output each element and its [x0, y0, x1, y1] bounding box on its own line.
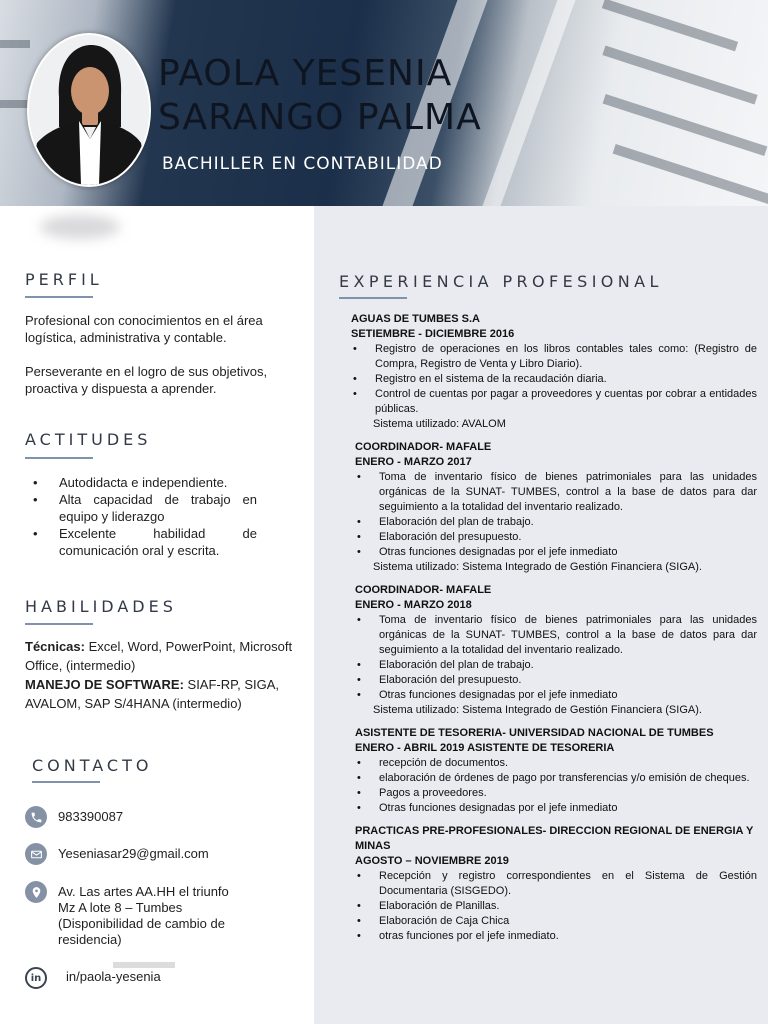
perfil-paragraph-1: Profesional con conocimientos en el área logística, administrativa y contable. [25, 313, 263, 345]
contact-linkedin [25, 967, 161, 989]
perfil-paragraph-2: Perseverante en el logro de sus objetivos, proactiva y dispuesta a aprender. [25, 364, 268, 396]
candidate-name [158, 52, 482, 140]
contact-phone [25, 806, 123, 828]
actitudes-heading: ACTITUDES [25, 430, 152, 449]
contact-email [25, 843, 209, 865]
job-title: COORDINADOR- MAFALE [355, 441, 492, 453]
list-item: • Registro en el sistema de la recaudación diaria. [351, 372, 757, 387]
list-item: • recepción de documentos. [355, 756, 757, 771]
job-period: ENERO - ABRIL 2019 ASISTENTE DE TESORERIA [355, 742, 615, 754]
degree-subtitle: BACHILLER EN CONTABILIDAD [162, 154, 443, 174]
list-item: • Recepción y registro correspondientes en el Sistema de Gestión Documentaria (SISGEDO). [355, 869, 757, 899]
perfil-section [25, 312, 275, 397]
job-period: SETIEMBRE - DICIEMBRE 2016 [351, 328, 515, 340]
header-banner [0, 0, 768, 206]
list-item: • Alta capacidad de trabajo en equipo y liderazgo [25, 491, 257, 525]
building-decoration [603, 94, 768, 156]
list-item: • Pagos a proveedores. [355, 786, 757, 801]
list-item: • Control de cuentas por pagar a proveedores y cuentas por cobrar a entidades públicas. [351, 387, 757, 417]
list-item: • Elaboración del plan de trabajo. [355, 658, 757, 673]
job-duties [355, 869, 757, 944]
list-item: • Elaboración del presupuesto. [355, 530, 757, 545]
job-system: Sistema utilizado: AVALOM [373, 418, 506, 430]
job-period: ENERO - MARZO 2017 [355, 456, 472, 468]
building-decoration [0, 100, 30, 108]
experience-entry [351, 440, 757, 575]
list-item: • Elaboración del plan de trabajo. [355, 515, 757, 530]
building-decoration [613, 144, 768, 206]
phone-number[interactable]: 983390087 [58, 809, 124, 824]
building-decoration [0, 40, 30, 48]
contacto-divider [32, 781, 100, 783]
location-pin-icon [25, 881, 47, 903]
experiencia-heading: EXPERIENCIA PROFESIONAL [339, 272, 663, 291]
name-line-1: PAOLA YESENIA [158, 53, 453, 94]
linkedin-icon: in [25, 967, 47, 989]
list-item: • Otras funciones designadas por el jefe inmediato [355, 688, 757, 703]
actitudes-list [25, 474, 257, 559]
experience-entry [351, 312, 757, 432]
list-item: • Elaboración de Planillas. [355, 899, 757, 914]
phone-icon [25, 806, 47, 828]
list-item: • Elaboración del presupuesto. [355, 673, 757, 688]
actitudes-divider [25, 457, 93, 459]
list-item: • Elaboración de Caja Chica [355, 914, 757, 929]
job-system: Sistema utilizado: Sistema Integrado de Gestión Financiera (SIGA). [373, 561, 702, 573]
experience-entry [351, 824, 757, 944]
software-skill [25, 675, 295, 713]
perfil-divider [25, 296, 93, 298]
job-title: AGUAS DE TUMBES S.A [351, 313, 480, 325]
job-title: PRACTICAS PRE-PROFESIONALES- DIRECCION REGIONAL DE ENERGIA Y MINAS [355, 825, 754, 852]
name-line-2: SARANGO PALMA [158, 97, 482, 138]
job-system: Sistema utilizado: Sistema Integrado de Gestión Financiera (SIGA). [373, 704, 702, 716]
list-item: • Otras funciones designadas por el jefe inmediato [355, 801, 757, 816]
address-line-2: Mz A lote 8 – Tumbes [58, 900, 183, 915]
email-address[interactable]: Yeseniasar29@gmail.com [58, 846, 209, 861]
job-period: ENERO - MARZO 2018 [355, 599, 472, 611]
list-item: • Autodidacta e independiente. [25, 474, 257, 491]
address-line-1: Av. Las artes AA.HH el triunfo [58, 884, 229, 899]
list-item: • Registro de operaciones en los libros contables tales como: (Registro de Compra, Registro de Venta y Libro Diario). [351, 342, 757, 372]
job-title: COORDINADOR- MAFALE [355, 584, 492, 596]
experience-list [351, 312, 757, 952]
experience-entry [351, 726, 757, 816]
job-duties [355, 613, 757, 703]
job-period: AGOSTO – NOVIEMBRE 2019 [355, 855, 509, 867]
list-item: • Otras funciones designadas por el jefe inmediato [355, 545, 757, 560]
perfil-heading: PERFIL [25, 270, 103, 289]
experiencia-divider [339, 297, 407, 299]
profile-photo-illustration [29, 35, 149, 185]
software-label: MANEJO DE SOFTWARE: [25, 677, 184, 692]
habilidades-section [25, 637, 295, 713]
job-duties [355, 756, 757, 816]
software-text: SIAF-RP, SIGA, AVALOM, SAP S/4HANA (intermedio) [25, 677, 280, 711]
mail-icon [25, 843, 47, 865]
job-duties [351, 342, 757, 417]
contacto-heading: CONTACTO [32, 756, 153, 775]
tecnicas-skill [25, 637, 295, 675]
address-block [58, 884, 248, 948]
building-decoration [602, 46, 757, 105]
list-item: • elaboración de órdenes de pago por transferencias y/o emisión de cheques. [355, 771, 757, 786]
habilidades-heading: HABILIDADES [25, 597, 177, 616]
habilidades-divider [25, 623, 93, 625]
building-decoration [483, 0, 576, 206]
linkedin-handle[interactable]: in/paola-yesenia [66, 969, 161, 984]
building-decoration [602, 0, 738, 51]
profile-photo [27, 33, 151, 187]
decorative-shadow [40, 215, 120, 239]
experience-entry [351, 583, 757, 718]
list-item: • Toma de inventario físico de bienes patrimoniales para las unidades orgánicas de la SUNAT- TUMBES, control a la base de datos para dar seguimiento a la totalidad del inventario realizado. [355, 470, 757, 515]
address-line-3: (Disponibilidad de cambio de residencia) [58, 916, 225, 947]
list-item: • Toma de inventario físico de bienes patrimoniales para las unidades orgánicas de la SUNAT- TUMBES, control a la base de datos para dar seguimiento a la totalidad del inventario realizado. [355, 613, 757, 658]
tecnicas-text: Excel, Word, PowerPoint, Microsoft Office, (intermedio) [25, 639, 293, 673]
list-item: • otras funciones por el jefe inmediato. [355, 929, 757, 944]
tecnicas-label: Técnicas: [25, 639, 85, 654]
job-duties [355, 470, 757, 560]
actitudes-section [25, 474, 257, 559]
contact-address [25, 881, 248, 948]
job-title: ASISTENTE DE TESORERIA- UNIVERSIDAD NACIONAL DE TUMBES [355, 727, 714, 739]
list-item: • Excelente habilidad de comunicación oral y escrita. [25, 525, 257, 559]
